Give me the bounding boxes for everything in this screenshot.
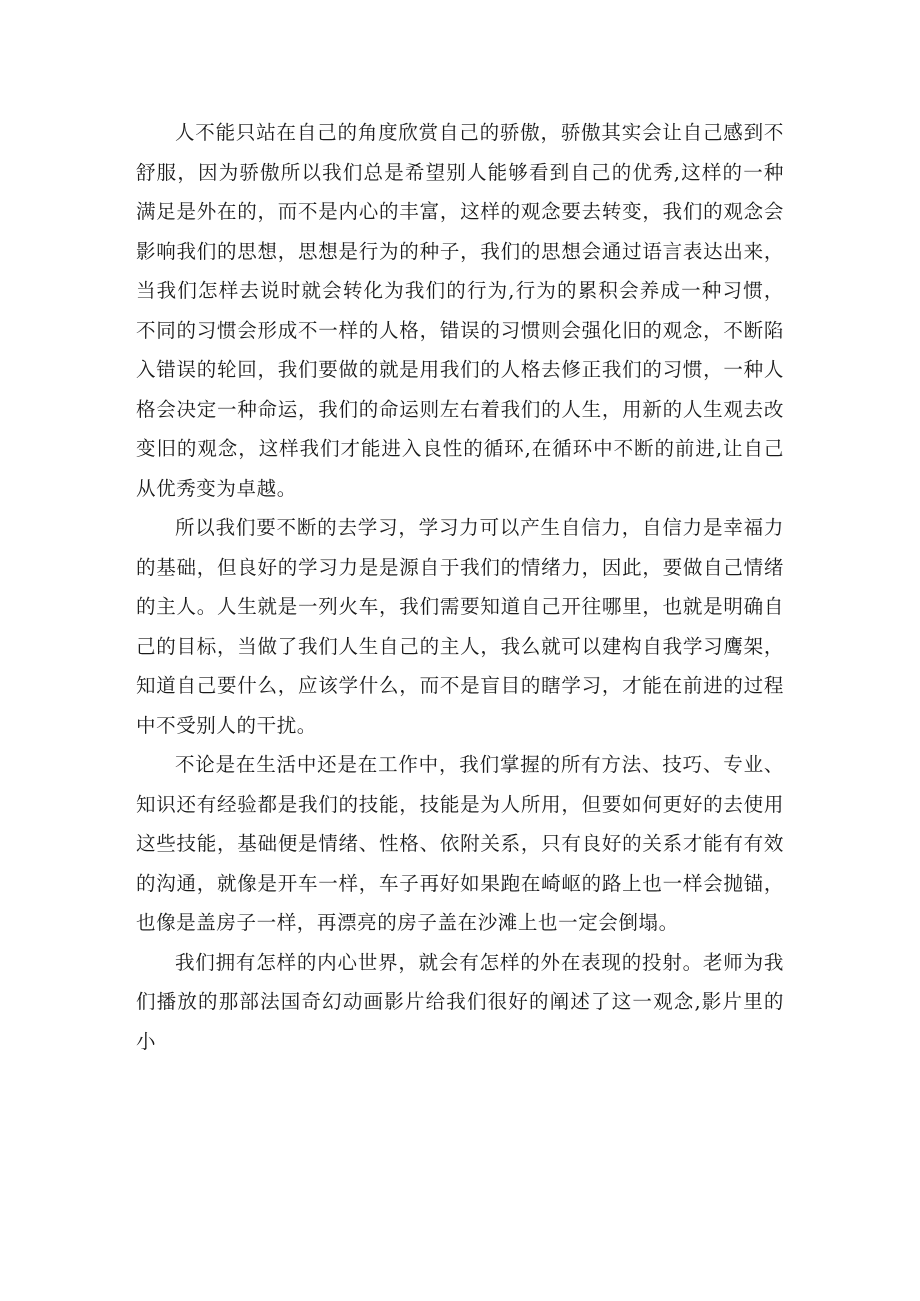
paragraph-2: 所以我们要不断的去学习，学习力可以产生自信力，自信力是幸福力的基础，但良好的学习力是是源自于我们的情绪力，因此，要做自己情绪的主人。人生就是一列火车，我们需要知道自己开往哪里，也就是明确自己的目标，当做了我们人生自己的主人，我么就可以建构自我学习鹰架，知道自己要什么，应该学什么，而不是盲目的瞎学习，才能在前进的过程中不受别人的干扰。 (136, 516, 784, 737)
paragraph-3: 不论是在生活中还是在工作中，我们掌握的所有方法、技巧、专业、知识还有经验都是我们的技能，技能是为人所用，但要如何更好的去使用这些技能，基础便是情绪、性格、依附关系，只有良好的关系才能有有效的沟通，就像是开车一样，车子再好如果跑在崎岖的路上也一样会抛锚，也像是盖房子一样，再漂亮的房子盖在沙滩上也一定会倒塌。 (136, 753, 784, 934)
document-body (136, 113, 784, 1061)
paragraph-1: 人不能只站在自己的角度欣赏自己的骄傲，骄傲其实会让自己感到不舒服，因为骄傲所以我们总是希望别人能够看到自己的优秀,这样的一种满足是外在的，而不是内心的丰富，这样的观念要去转变，我们的观念会影响我们的思想，思想是行为的种子，我们的思想会通过语言表达出来，当我们怎样去说时就会转化为我们的行为,行为的累积会养成一种习惯，不同的习惯会形成不一样的人格，错误的习惯则会强化旧的观念，不断陷入错误的轮回，我们要做的就是用我们的人格去修正我们的习惯，一种人格会决定一种命运，我们的命运则左右着我们的人生，用新的人生观去改变旧的观念，这样我们才能进入良性的循环,在循环中不断的前进,让自己从优秀变为卓越。 (136, 121, 784, 500)
paragraph-4: 我们拥有怎样的内心世界，就会有怎样的外在表现的投射。老师为我们播放的那部法国奇幻动画影片给我们很好的阐述了这一观念,影片里的小 (136, 950, 784, 1053)
